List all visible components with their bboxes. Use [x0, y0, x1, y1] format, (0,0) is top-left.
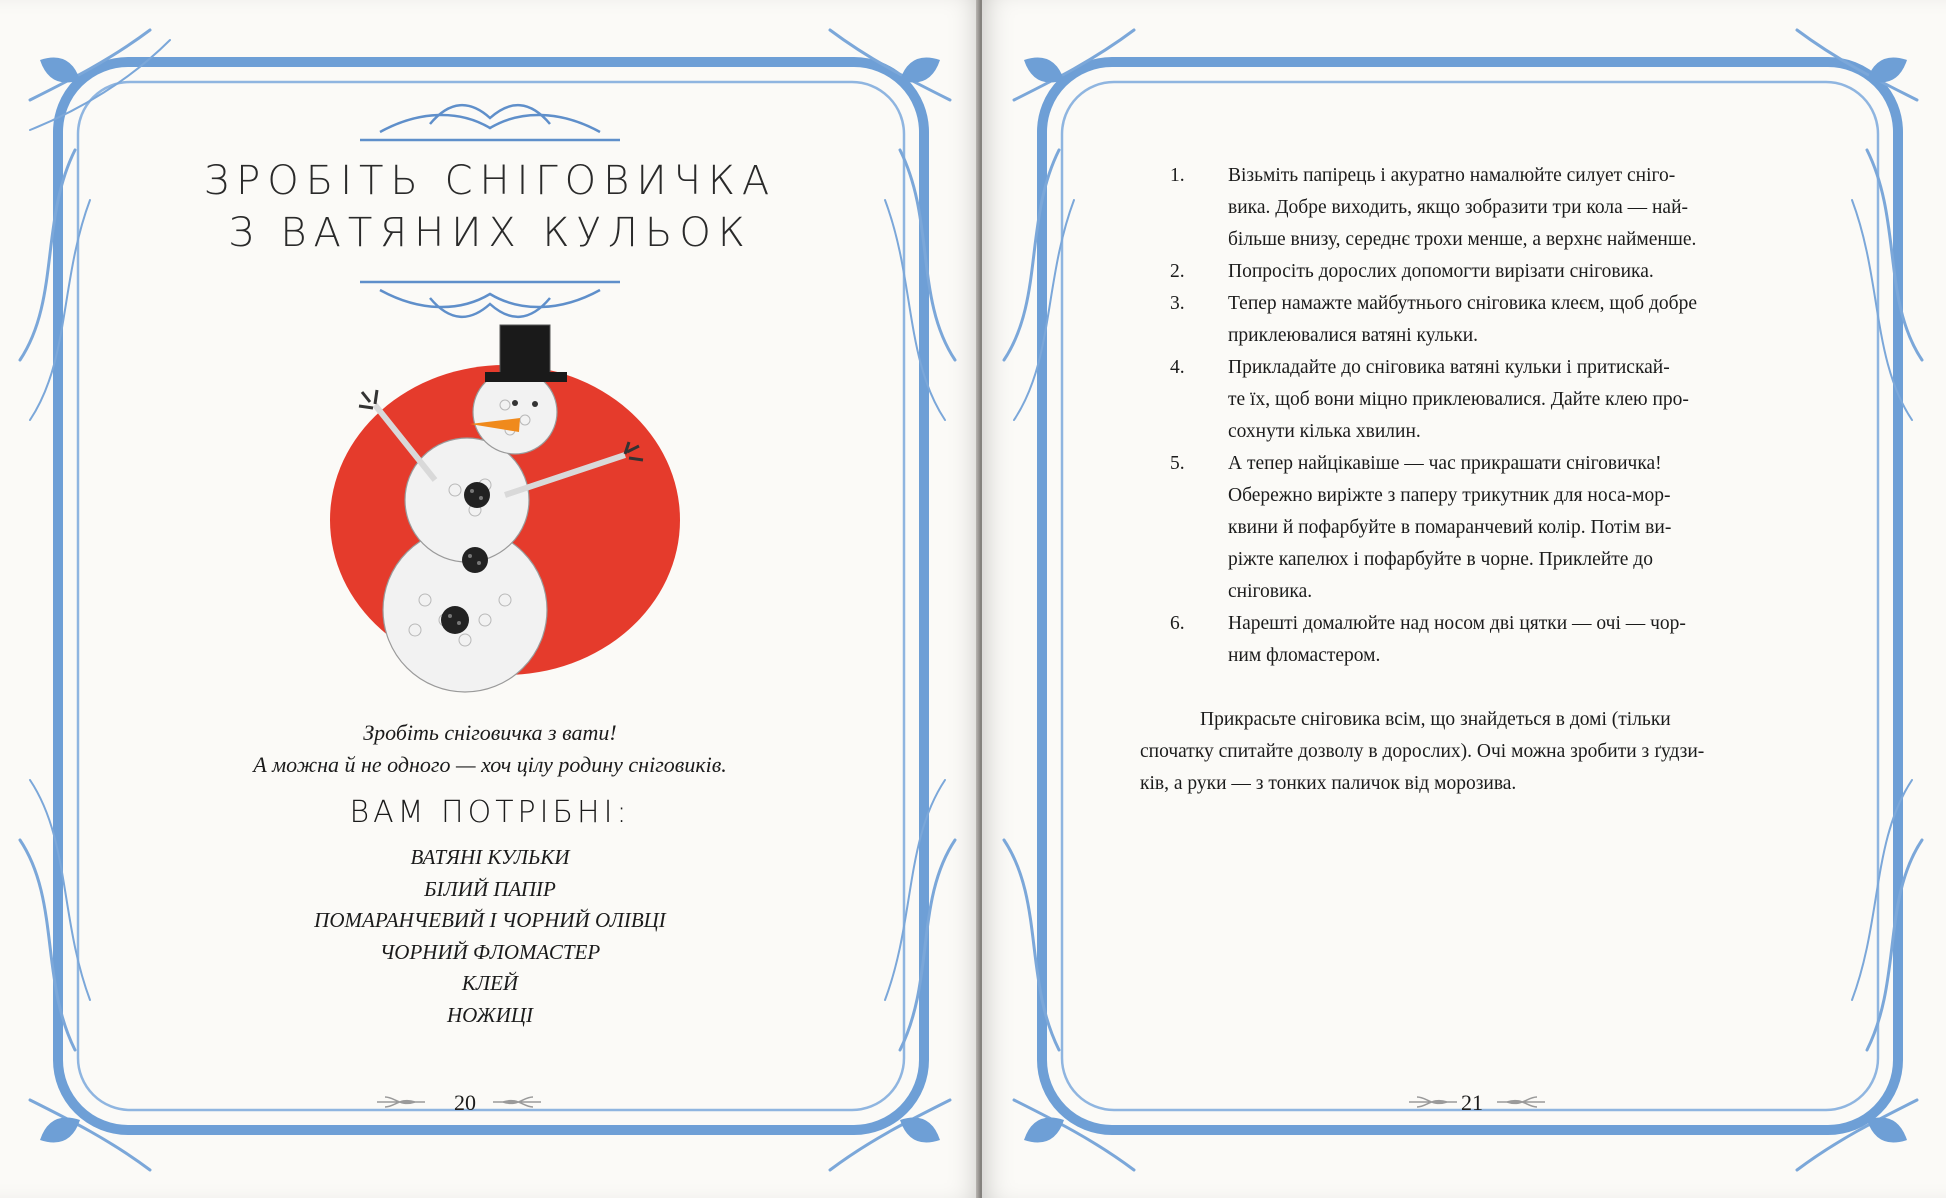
caption-line-2: А можна й не одного — хоч цілу родину сніговиків. [253, 752, 727, 777]
step-line: те їх, щоб вони міцно приклеювалися. Дайте клею про- [1228, 389, 1689, 410]
closing-line: Прикрасьте сніговика всім, що знайдеться в домі (тільки [1200, 709, 1671, 730]
step-item [1170, 448, 1790, 608]
step-line: приклеювалися ватяні кульки. [1228, 325, 1479, 346]
page-number: 21 [1461, 1090, 1483, 1115]
step-line: Прикладайте до сніговика ватяні кульки і притискай- [1228, 357, 1670, 378]
supplies-list [120, 842, 860, 1031]
step-line: Попросіть дорослих допомогти вирізати сніговика. [1228, 261, 1654, 282]
supply-item: НОЖИЦІ [446, 1002, 534, 1027]
step-line: більше внизу, середнє трохи менше, а верхнє найменше. [1228, 229, 1697, 250]
step-line: Тепер намажте майбутнього сніговика клеєм, щоб добре [1228, 293, 1697, 314]
supply-item: ЧОРНИЙ ФЛОМАСТЕР [379, 939, 601, 964]
step-line: квини й пофарбуйте в помаранчевий колір. Потім ви- [1228, 517, 1672, 538]
step-number: 3. [1170, 293, 1185, 314]
closing-paragraph [1140, 704, 1840, 800]
snowman-illustration [315, 320, 695, 700]
step-line: сохнути кілька хвилин. [1228, 421, 1421, 442]
step-line: сніговика. [1228, 581, 1313, 602]
supply-item: КЛЕЙ [461, 971, 519, 995]
closing-line: ків, а руки — з тонких паличок від морозива. [1140, 773, 1517, 794]
step-number: 1. [1170, 165, 1185, 186]
step-line: ним фломастером. [1228, 645, 1381, 666]
step-number: 6. [1170, 613, 1185, 634]
step-line: вика. Добре виходить, якщо зобразити три кола — най- [1228, 197, 1689, 218]
step-line: Візьміть папірець і акуратно намалюйте силует сніго- [1228, 165, 1676, 186]
page-title-line-1: ЗРОБІТЬ СНІГОВИЧКА [203, 158, 777, 204]
step-line: Нарешті домалюйте над носом дві цятки — очі — чор- [1228, 613, 1686, 634]
step-item [1170, 352, 1790, 448]
supplies-heading: ВАМ ПОТРІБНІ: [349, 795, 631, 830]
step-line: ріжте капелюх і пофарбуйте в чорне. Приклейте до [1228, 549, 1653, 570]
caption-line-1: Зробіть сніговичка з вати! [363, 720, 617, 745]
step-item [1170, 160, 1790, 256]
step-item [1170, 256, 1790, 288]
step-item [1170, 608, 1790, 672]
step-item [1170, 288, 1790, 352]
supply-item: ПОМАРАНЧЕВИЙ І ЧОРНИЙ ОЛІВЦІ [314, 908, 666, 932]
supply-item: БІЛИЙ ПАПІР [424, 876, 556, 901]
step-number: 2. [1170, 261, 1185, 282]
supply-item: ВАТЯНІ КУЛЬКИ [410, 845, 570, 869]
closing-line: спочатку спитайте дозволу в дорослих). Очі можна зробити з ґудзи- [1140, 741, 1705, 762]
step-number: 5. [1170, 453, 1185, 474]
step-line: А тепер найцікавіше — час прикрашати сніговичка! [1228, 453, 1662, 474]
page-ornament-right-icon [488, 1094, 543, 1110]
step-line: Обережно виріжте з паперу трикутник для носа-мор- [1228, 485, 1671, 506]
page-title-line-2: З ВАТЯНИХ КУЛЬОК [228, 210, 752, 256]
instruction-steps [1170, 160, 1790, 672]
step-number: 4. [1170, 357, 1185, 378]
page-number: 20 [454, 1090, 476, 1115]
page-ornament-right-icon [1492, 1094, 1547, 1110]
